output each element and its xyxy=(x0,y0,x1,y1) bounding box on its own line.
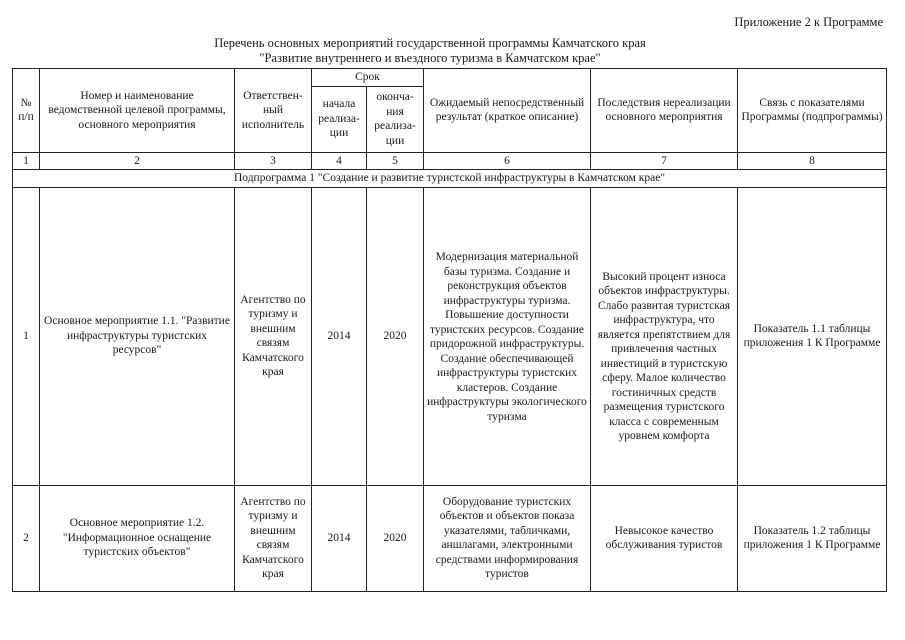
col-number: 2 xyxy=(40,152,235,170)
col-number: 3 xyxy=(235,152,312,170)
measures-table xyxy=(12,68,887,592)
row-link: Показатель 1.1 таблицы приложения 1 К Программе xyxy=(738,187,887,485)
row-end: 2020 xyxy=(367,485,424,591)
row-executor: Агентство по туризму и внешним связям Камчатского края xyxy=(235,485,312,591)
header-consequences: Последствия нереализации основного мероприятия xyxy=(591,69,738,153)
header-name: Номер и наименование ведомственной целевой программы, основного мероприятия xyxy=(40,69,235,153)
header-row-1 xyxy=(13,69,887,87)
table-row xyxy=(13,485,887,591)
column-numbers-row xyxy=(13,152,887,170)
header-num: № п/п xyxy=(13,69,40,153)
col-number: 5 xyxy=(367,152,424,170)
row-name: Основное мероприятие 1.1. "Развитие инфраструктуры туристских ресурсов" xyxy=(40,187,235,485)
appendix-label: Приложение 2 к Программе xyxy=(734,15,883,29)
col-number: 7 xyxy=(591,152,738,170)
row-result: Оборудование туристских объектов и объектов показа указателями, табличками, аншлагами, электронными средствами информирования туристов xyxy=(424,485,591,591)
row-result: Модернизация материальной базы туризма. Создание и реконструкция объектов инфраструктуры туризма. Повышение доступности туристских ресурсов. Создание придорожной инфраструктуры. Создание обеспечивающей инфраструктуры туристских кластеров. Создание инфраструктуры экологического туризма xyxy=(424,187,591,485)
header-term: Срок xyxy=(312,69,424,87)
header-result: Ожидаемый непосредственный результат (краткое описание) xyxy=(424,69,591,153)
row-start: 2014 xyxy=(312,485,367,591)
row-link: Показатель 1.2 таблицы приложения 1 К Программе xyxy=(738,485,887,591)
title-line-2: "Развитие внутреннего и въездного туризма в Камчатском крае" xyxy=(259,51,601,65)
header-end: оконча-ния реализа-ции xyxy=(367,86,424,152)
row-num: 1 xyxy=(13,187,40,485)
row-consequences: Невысокое качество обслуживания туристов xyxy=(591,485,738,591)
title-line-1: Перечень основных мероприятий государственной программы Камчатского края xyxy=(214,36,646,50)
header-start: начала реализа-ции xyxy=(312,86,367,152)
col-number: 8 xyxy=(738,152,887,170)
subprogram-title: Подпрограмма 1 "Создание и развитие туристской инфраструктуры в Камчатском крае" xyxy=(13,170,887,188)
subprogram-row xyxy=(13,170,887,188)
document-title xyxy=(130,36,730,66)
col-number: 6 xyxy=(424,152,591,170)
col-number: 1 xyxy=(13,152,40,170)
header-link: Связь с показателями Программы (подпрограммы) xyxy=(738,69,887,153)
row-consequences: Высокий процент износа объектов инфраструктуры. Слабо развитая туристская инфраструктура, что является препятствием для привлечения частных инвестиций в туристскую сферу. Малое количество гостиничных средств размещения туристского класса с современным уровнем комфорта xyxy=(591,187,738,485)
row-executor: Агентство по туризму и внешним связям Камчатского края xyxy=(235,187,312,485)
row-start: 2014 xyxy=(312,187,367,485)
table-row xyxy=(13,187,887,485)
row-name: Основное мероприятие 1.2. "Информационное оснащение туристских объектов" xyxy=(40,485,235,591)
row-num: 2 xyxy=(13,485,40,591)
row-end: 2020 xyxy=(367,187,424,485)
header-executor: Ответствен-ный исполнитель xyxy=(235,69,312,153)
col-number: 4 xyxy=(312,152,367,170)
